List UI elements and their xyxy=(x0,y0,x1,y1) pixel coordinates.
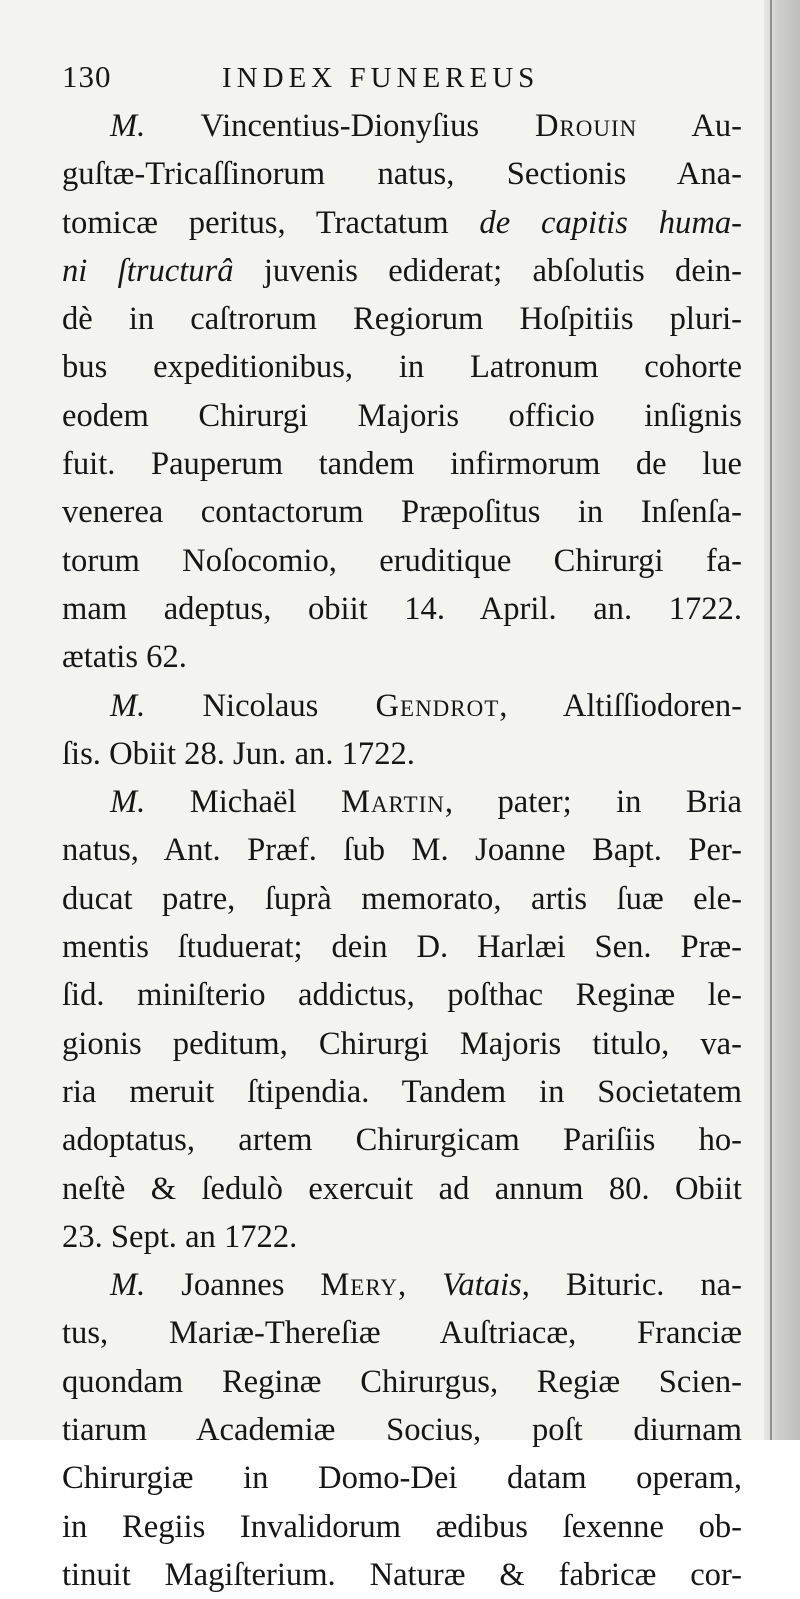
entry-line xyxy=(62,778,742,826)
entry-line: ducat patre, ſuprà memorato, artis ſuæ ele- xyxy=(62,880,742,917)
text-run: , Altiſſiodoren- xyxy=(499,687,742,724)
title-abbrev: M. xyxy=(110,687,146,724)
text-block xyxy=(62,52,742,1599)
entry-line xyxy=(62,682,742,730)
entry-line: ſis. Obiit 28. Jun. an. 1722. xyxy=(62,735,415,772)
text-run: tomicæ peritus, Tractatum xyxy=(62,204,480,241)
entry-line xyxy=(62,102,742,150)
entry-line xyxy=(62,247,742,295)
text-run: juvenis ediderat; abſolutis dein- xyxy=(233,252,742,289)
surname: Drouin xyxy=(534,108,638,144)
entry-line: ria meruit ſtipendia. Tandem in Societatem xyxy=(62,1073,742,1110)
entry-line: natus, Ant. Præf. ſub M. Joanne Bapt. Per- xyxy=(62,832,742,869)
page-edge-line xyxy=(770,0,772,1440)
italic-run: Vatais xyxy=(442,1267,522,1304)
entry-gendrot xyxy=(62,682,742,779)
entry-line: bus expeditionibus, in Latronum cohorte xyxy=(62,349,742,386)
title-abbrev: M. xyxy=(110,784,146,821)
entry-line: tus, Mariæ-Thereſiæ Auſtriacæ, Franciæ xyxy=(62,1315,742,1352)
entry-line: ſid. miniſterio addictus, poſthac Reginæ le- xyxy=(62,977,742,1014)
entry-line: venerea contactorum Præpoſitus in Inſenſa- xyxy=(62,494,742,531)
entry-line: Chirurgiæ in Domo-Dei datam operam, xyxy=(62,1460,742,1497)
entry-line: 23. Sept. an 1722. xyxy=(62,1218,298,1255)
entry-line: ætatis 62. xyxy=(62,639,187,676)
entry-line xyxy=(62,1261,742,1309)
italic-run: ni ſtructurâ xyxy=(62,252,234,289)
text-run: Joannes xyxy=(145,1267,321,1304)
entry-line: adoptatus, artem Chirurgicam Pariſiis ho- xyxy=(62,1122,742,1159)
text-run: , pater; in Bria xyxy=(444,784,742,821)
entry-line: torum Noſocomio, eruditique Chirurgi fa- xyxy=(62,542,742,579)
text-run: Michaël xyxy=(145,784,341,821)
entry-martin xyxy=(62,778,742,1261)
entry-line: eodem Chirurgi Majoris officio inſignis xyxy=(62,397,742,434)
text-run: , Bituric. na- xyxy=(521,1267,742,1304)
title-abbrev: M. xyxy=(110,1267,146,1304)
entry-line: tiarum Academiæ Socius, poſt diurnam xyxy=(62,1412,742,1449)
text-run: Nicolaus xyxy=(145,687,376,724)
entry-mery xyxy=(62,1261,742,1599)
entry-drouin xyxy=(62,102,742,682)
entry-line: in Regiis Invalidorum ædibus ſexenne ob- xyxy=(62,1508,742,1545)
title-abbrev: M. xyxy=(110,108,146,144)
entry-line: guſtæ-Tricaſſinorum natus, Sectionis Ana- xyxy=(62,156,742,193)
entry-line: gionis peditum, Chirurgi Majoris titulo, va- xyxy=(62,1025,742,1062)
entry-line: quondam Reginæ Chirurgus, Regiæ Scien- xyxy=(62,1363,742,1400)
entry-line: fuit. Pauperum tandem infirmorum de lue xyxy=(62,446,742,483)
entry-line xyxy=(62,199,742,247)
running-title: INDEX FUNEREUS xyxy=(222,62,540,94)
surname: Martin xyxy=(340,784,445,821)
text-run: , xyxy=(398,1267,443,1304)
surname: Mery xyxy=(320,1267,399,1304)
entry-line: mentis ſtuduerat; dein D. Harlæi Sen. Præ- xyxy=(62,929,742,966)
text-run: Au- xyxy=(637,108,742,144)
entry-line: mam adeptus, obiit 14. April. an. 1722. xyxy=(62,590,742,627)
surname: Gendrot xyxy=(375,687,500,724)
entry-line: tinuit Magiſterium. Naturæ & fabricæ cor- xyxy=(62,1556,742,1593)
running-head xyxy=(62,52,742,102)
text-run: Vincentius-Dionyſius xyxy=(145,108,535,144)
italic-run: de capitis huma- xyxy=(479,204,742,241)
page-number: 130 xyxy=(62,59,112,94)
entry-line: dè in caſtrorum Regiorum Hoſpitiis pluri- xyxy=(62,301,742,338)
entry-line: neſtè & ſedulò exercuit ad annum 80. Obiit xyxy=(62,1170,742,1207)
